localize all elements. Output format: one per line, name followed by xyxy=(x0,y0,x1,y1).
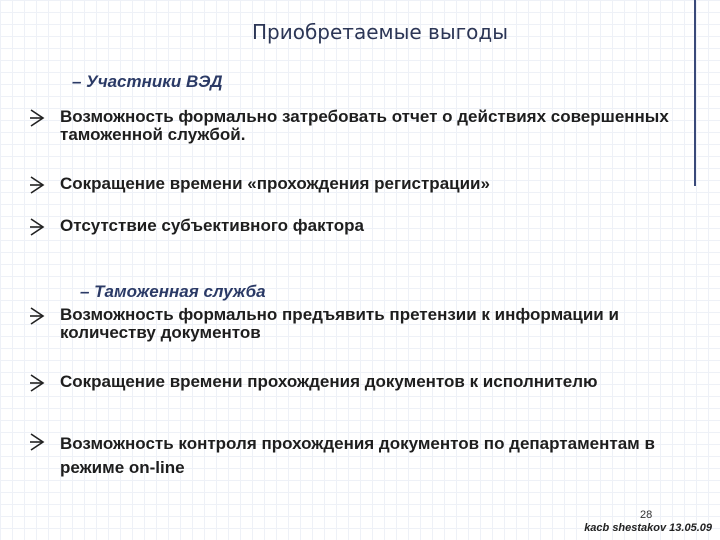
bullet-text: Возможность контроля прохождения документов по департаментам в режиме on-line xyxy=(60,434,655,477)
section-heading-participants: – Участники ВЭД xyxy=(72,72,223,91)
bullet-text: Сокращение времени «прохождения регистрации» xyxy=(60,174,490,193)
bullet-text: Сокращение времени прохождения документов к исполнителю xyxy=(60,372,598,391)
bullet-text: Отсутствие субъективного фактора xyxy=(60,216,364,235)
divider-line xyxy=(694,0,696,186)
arrow-bullet-icon xyxy=(28,175,46,195)
arrow-bullet-icon xyxy=(28,306,46,326)
slide-title: Приобретаемые выгоды xyxy=(252,20,508,44)
bullet-text: Возможность формально предъявить претензии к информации и количеству документов xyxy=(60,305,619,342)
page-number: 28 xyxy=(640,509,653,521)
section-heading-customs: – Таможенная служба xyxy=(80,282,266,301)
arrow-bullet-icon xyxy=(28,373,46,393)
arrow-bullet-icon xyxy=(28,108,46,128)
footer-credit: kacb shestakov 13.05.09 xyxy=(584,522,712,534)
bullet-text: Возможность формально затребовать отчет о действиях совершенных таможенной службой. xyxy=(60,107,669,144)
arrow-bullet-icon xyxy=(28,432,46,452)
arrow-bullet-icon xyxy=(28,217,46,237)
